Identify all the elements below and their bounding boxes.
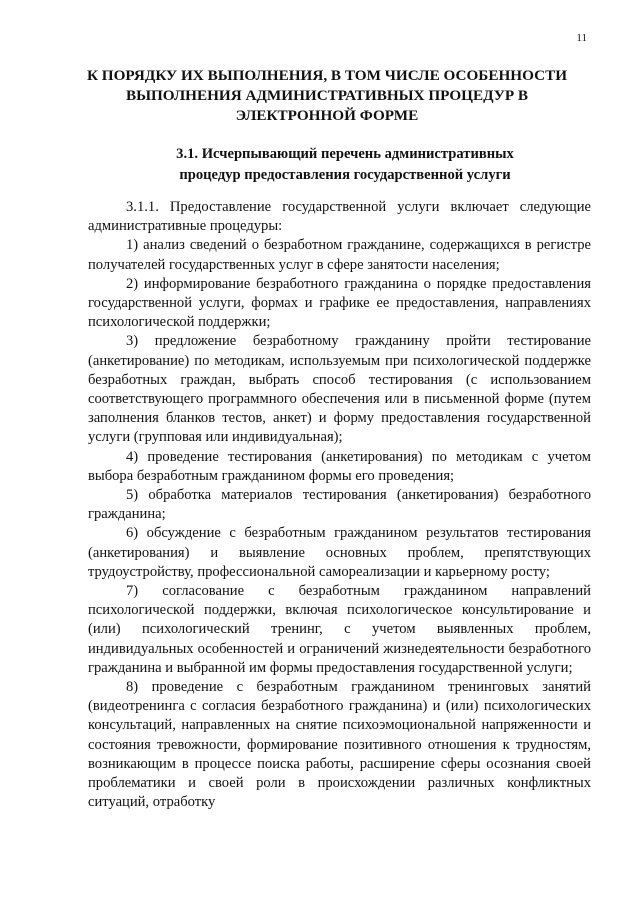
chapter-heading-line: К ПОРЯДКУ ИХ ВЫПОЛНЕНИЯ, В ТОМ ЧИСЛЕ ОСОБЕННОСТИ [86,67,568,84]
list-item: 6) обсуждение с безработным гражданином результатов тестирования (анкетирования) и выявление основных проблем, препятствующих трудоустройству, профессиональной самореализации и карьерному росту; [88,525,591,580]
body-text [88,198,591,813]
section-title [120,144,570,186]
intro-paragraph: 3.1.1. Предоставление государственной услуги включает следующие административные процедуры: [88,199,591,235]
page-number: 11 [576,32,587,44]
list-item: 1) анализ сведений о безработном гражданине, содержащихся в регистре получателей государственных услуг в сфере занятости населения; [88,237,591,273]
list-item: 3) предложение безработному гражданину пройти тестирование (анкетирование) по методикам, используемым при психологической поддержке безработных граждан, выбрать способ тестирования (с использованием соответствующего программного обеспечения или в письменной форме (путем заполнения бланков тестов, анкет) и форму предоставления государственной услуги (групповая или индивидуальная); [88,333,591,446]
list-item: 8) проведение с безработным гражданином тренинговых занятий (видеотренинга с согласия безработного гражданина) и (или) психологических консультаций, направленных на снятие психоэмоциональной напряженности и состояния тревожности, формирование позитивного отношения к трудностям, возникающим в процессе поиска работы, расширение сферы осознания своей проблематики и своей роли в происхождении различных конфликтных ситуаций, отработку [88,679,591,811]
list-item: 5) обработка материалов тестирования (анкетирования) безработного гражданина; [88,487,591,523]
list-item: 2) информирование безработного гражданина о порядке предоставления государственной услуги, формах и графике ее предоставления, направлениях психологической поддержки; [88,275,591,331]
chapter-heading-line: ВЫПОЛНЕНИЯ АДМИНИСТРАТИВНЫХ ПРОЦЕДУР В [125,87,529,104]
section-title-line: 3.1. Исчерпывающий перечень административных [176,146,514,162]
chapter-heading-line: ЭЛЕКТРОННОЙ ФОРМЕ [235,107,419,124]
chapter-heading [70,66,584,126]
list-item: 4) проведение тестирования (анкетирования) по методикам с учетом выбора безработным гражданином формы его проведения; [88,448,591,484]
section-title-line: процедур предоставления государственной услуги [179,167,511,183]
list-item: 7) согласование с безработным гражданином направлений психологической поддержки, включая психологическое консультирование и (или) психологический тренинг, с учетом выявленных проблем, индивидуальных особенностей и ограничений жизнедеятельности безработного гражданина и выбранной им формы предоставления государственной услуги; [88,583,591,676]
